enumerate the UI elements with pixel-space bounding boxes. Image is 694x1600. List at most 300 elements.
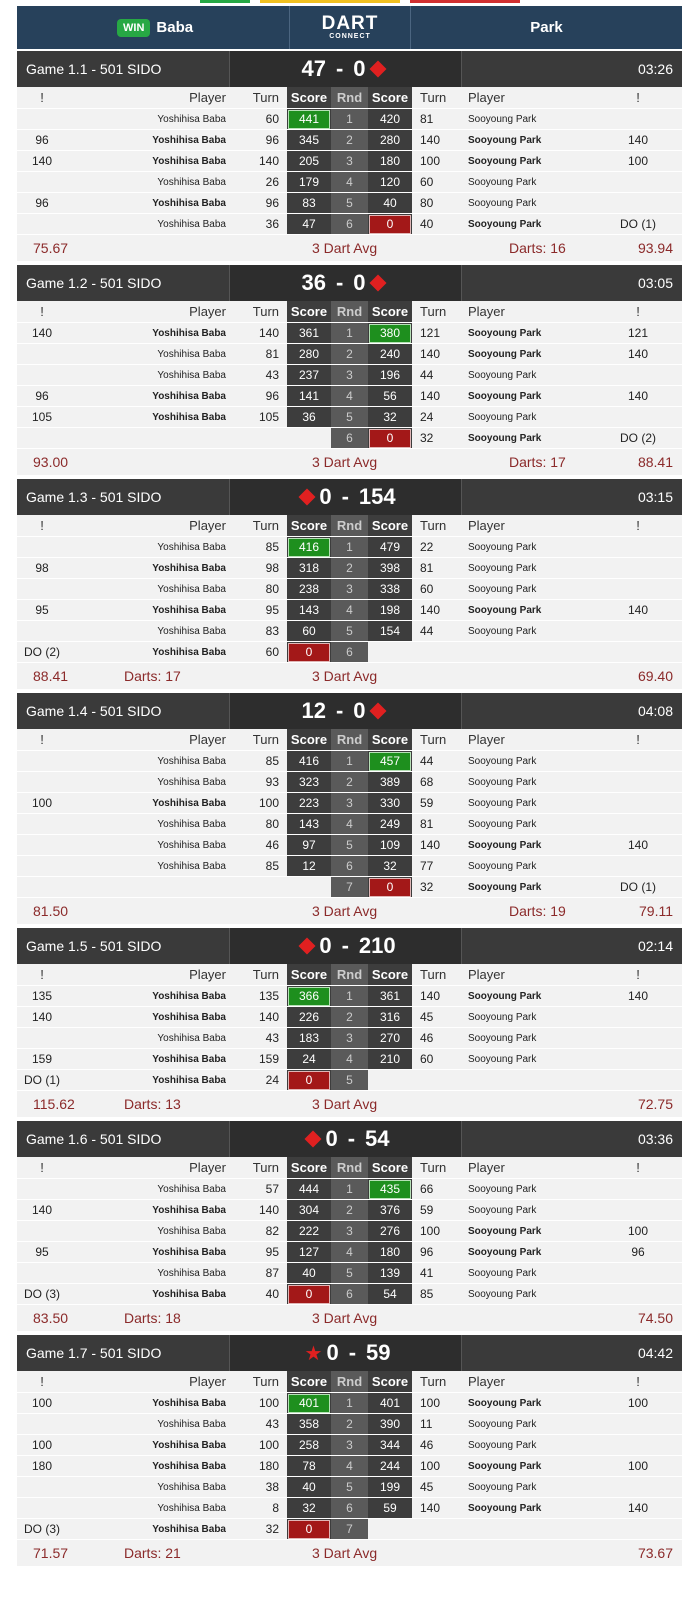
table-header-row xyxy=(17,87,682,109)
left-player-cell: Yoshihisa Baba xyxy=(67,151,230,172)
right-score-cell: 398 xyxy=(368,558,412,579)
turn-row[interactable] xyxy=(17,1049,682,1070)
turn-row[interactable] xyxy=(17,558,682,579)
right-turn-value xyxy=(412,1070,464,1091)
left-excl-value xyxy=(17,772,67,793)
turn-row[interactable] xyxy=(17,1179,682,1200)
left-turn-value: 140 xyxy=(230,1007,287,1028)
right-excl-value: 100 xyxy=(594,1221,682,1242)
game-turns-table xyxy=(17,964,682,1091)
left-turn-value: 46 xyxy=(230,835,287,856)
right-turn-value: 46 xyxy=(412,1435,464,1456)
right-excl-value: 96 xyxy=(594,1242,682,1263)
game-title: Game 1.2 - 501 SIDO xyxy=(26,275,162,291)
turn-row[interactable] xyxy=(17,1263,682,1284)
right-turn-value: 85 xyxy=(412,1284,464,1305)
turn-row[interactable] xyxy=(17,1477,682,1498)
left-player-cell: Yoshihisa Baba xyxy=(67,344,230,365)
game-title: Game 1.4 - 501 SIDO xyxy=(26,703,162,719)
left-excl-value xyxy=(17,579,67,600)
turn-row[interactable] xyxy=(17,793,682,814)
right-score-cell: 54 xyxy=(368,1284,412,1305)
turn-row[interactable] xyxy=(17,642,682,663)
right-turn-value: 140 xyxy=(412,344,464,365)
left-score-cell: 97 xyxy=(287,835,331,856)
round-number: 6 xyxy=(331,214,368,235)
left-score-cell: 143 xyxy=(287,600,331,621)
left-excl-value: 95 xyxy=(17,600,67,621)
left-score-cell: 32 xyxy=(287,1498,331,1519)
col-header-turn: Turn xyxy=(230,301,287,323)
right-score-cell: 270 xyxy=(368,1028,412,1049)
game-header[interactable] xyxy=(17,928,682,964)
turn-row[interactable] xyxy=(17,1028,682,1049)
left-turn-value: 180 xyxy=(230,1456,287,1477)
col-header-excl: ! xyxy=(594,1371,682,1393)
col-header-turn: Turn xyxy=(230,729,287,751)
col-header-round: Rnd xyxy=(331,1157,368,1179)
game-turns-table xyxy=(17,729,682,898)
turn-row[interactable] xyxy=(17,407,682,428)
round-number: 5 xyxy=(331,621,368,642)
left-player-cell: Yoshihisa Baba xyxy=(67,1242,230,1263)
right-3-dart-avg: 93.94 xyxy=(637,240,673,256)
turn-row[interactable] xyxy=(17,151,682,172)
left-excl-value: DO (3) xyxy=(17,1284,67,1305)
turn-row[interactable] xyxy=(17,1414,682,1435)
turn-row[interactable] xyxy=(17,1498,682,1519)
left-score-cell: 205 xyxy=(287,151,331,172)
game-duration: 03:05 xyxy=(637,275,673,291)
right-turn-value: 22 xyxy=(412,537,464,558)
left-player-cell: Yoshihisa Baba xyxy=(67,1456,230,1477)
avg-label: 3 Dart Avg xyxy=(312,903,378,919)
right-excl-value xyxy=(594,193,682,214)
score-separator: - xyxy=(335,56,344,81)
right-turn-value: 100 xyxy=(412,1393,464,1414)
right-player-cell: Sooyoung Park xyxy=(464,172,594,193)
right-turn-value: 81 xyxy=(412,814,464,835)
turn-row[interactable] xyxy=(17,1221,682,1242)
right-excl-value xyxy=(594,407,682,428)
left-player-cell: Yoshihisa Baba xyxy=(67,856,230,877)
left-score-cell: 40 xyxy=(287,1263,331,1284)
round-number: 1 xyxy=(331,1179,368,1200)
game-header[interactable] xyxy=(17,693,682,729)
col-header-round: Rnd xyxy=(331,729,368,751)
round-number: 1 xyxy=(331,323,368,344)
left-player-cell: Yoshihisa Baba xyxy=(67,1519,230,1540)
turn-row[interactable] xyxy=(17,1070,682,1091)
right-score-cell: 120 xyxy=(368,172,412,193)
left-excl-value: 140 xyxy=(17,1200,67,1221)
right-excl-value xyxy=(594,793,682,814)
left-score-cell: 416 xyxy=(287,751,331,772)
round-number: 7 xyxy=(331,1519,368,1540)
right-turn-value: 77 xyxy=(412,856,464,877)
col-header-player: Player xyxy=(464,301,594,323)
left-player-cell: Yoshihisa Baba xyxy=(67,109,230,130)
right-turn-value: 140 xyxy=(412,1498,464,1519)
game-block xyxy=(17,1121,682,1333)
turn-row[interactable] xyxy=(17,323,682,344)
left-darts-count: Darts: 17 xyxy=(124,668,181,684)
col-header-turn: Turn xyxy=(412,1371,464,1393)
round-number: 4 xyxy=(331,814,368,835)
left-excl-value xyxy=(17,365,67,386)
left-darts-count: Darts: 13 xyxy=(124,1096,181,1112)
left-score-highlight: 0 xyxy=(288,1285,330,1304)
left-excl-value: 140 xyxy=(17,323,67,344)
game-title: Game 1.5 - 501 SIDO xyxy=(26,938,162,954)
left-turn-value: 85 xyxy=(230,751,287,772)
right-turn-value: 46 xyxy=(412,1028,464,1049)
game-block xyxy=(17,479,682,691)
game-score xyxy=(229,51,462,87)
right-score-highlight: 0 xyxy=(369,429,411,448)
left-turn-value: 85 xyxy=(230,856,287,877)
right-excl-value: 140 xyxy=(594,344,682,365)
col-header-excl: ! xyxy=(17,301,67,323)
left-player-cell: Yoshihisa Baba xyxy=(67,814,230,835)
turn-row[interactable] xyxy=(17,214,682,235)
match-scoreboard xyxy=(17,6,682,1568)
dartconnect-logo[interactable] xyxy=(290,6,411,49)
game-title: Game 1.3 - 501 SIDO xyxy=(26,489,162,505)
round-number: 4 xyxy=(331,1049,368,1070)
left-turn-value: 80 xyxy=(230,814,287,835)
left-player-cell: Yoshihisa Baba xyxy=(67,1070,230,1091)
col-header-score: Score xyxy=(368,515,412,537)
right-player-cell: Sooyoung Park xyxy=(464,1007,594,1028)
round-number: 4 xyxy=(331,1456,368,1477)
left-score-cell: 24 xyxy=(287,1049,331,1070)
left-score-cell: 318 xyxy=(287,558,331,579)
turn-row[interactable] xyxy=(17,1200,682,1221)
avg-label: 3 Dart Avg xyxy=(312,454,378,470)
round-number: 3 xyxy=(331,151,368,172)
right-player-cell: Sooyoung Park xyxy=(464,772,594,793)
left-turn-value: 24 xyxy=(230,1070,287,1091)
table-header-row xyxy=(17,729,682,751)
right-player-cell: Sooyoung Park xyxy=(464,793,594,814)
right-excl-value: 140 xyxy=(594,986,682,1007)
left-score-cell: 237 xyxy=(287,365,331,386)
left-player-header xyxy=(17,6,290,49)
right-score-highlight: 0 xyxy=(369,215,411,234)
left-player-cell xyxy=(67,428,230,449)
right-excl-value xyxy=(594,621,682,642)
turn-row[interactable] xyxy=(17,1007,682,1028)
turn-row[interactable] xyxy=(17,537,682,558)
right-player-cell: Sooyoung Park xyxy=(464,1200,594,1221)
right-excl-value xyxy=(594,1049,682,1070)
col-header-player: Player xyxy=(67,87,230,109)
round-number: 3 xyxy=(331,1028,368,1049)
right-player-cell: Sooyoung Park xyxy=(464,1028,594,1049)
left-turn-value: 98 xyxy=(230,558,287,579)
left-excl-value: 105 xyxy=(17,407,67,428)
leg-winner-diamond-icon xyxy=(369,61,386,78)
left-player-cell: Yoshihisa Baba xyxy=(67,772,230,793)
left-player-cell: Yoshihisa Baba xyxy=(67,835,230,856)
game-block xyxy=(17,928,682,1119)
right-score-cell: 344 xyxy=(368,1435,412,1456)
right-turn-value: 44 xyxy=(412,365,464,386)
logo-top-text: DART xyxy=(321,12,379,34)
avg-label: 3 Dart Avg xyxy=(312,1545,378,1561)
turn-row[interactable] xyxy=(17,1456,682,1477)
left-turn-value: 85 xyxy=(230,537,287,558)
right-score-cell: 196 xyxy=(368,365,412,386)
game-header[interactable] xyxy=(17,1335,682,1371)
game-score xyxy=(229,1335,462,1371)
table-header-row xyxy=(17,301,682,323)
left-score-cell: 183 xyxy=(287,1028,331,1049)
round-number: 2 xyxy=(331,1200,368,1221)
turn-row[interactable] xyxy=(17,579,682,600)
game-header[interactable] xyxy=(17,265,682,301)
right-turn-value: 68 xyxy=(412,772,464,793)
right-remaining: 0 xyxy=(353,270,366,295)
leg-winner-diamond-icon xyxy=(299,938,316,955)
avg-label: 3 Dart Avg xyxy=(312,668,378,684)
game-stats-row xyxy=(17,663,682,691)
left-player-cell: Yoshihisa Baba xyxy=(67,1498,230,1519)
left-turn-value: 140 xyxy=(230,323,287,344)
col-header-turn: Turn xyxy=(412,301,464,323)
right-player-cell: Sooyoung Park xyxy=(464,877,594,898)
left-player-cell: Yoshihisa Baba xyxy=(67,365,230,386)
col-header-player: Player xyxy=(464,1157,594,1179)
right-darts-count: Darts: 17 xyxy=(509,454,566,470)
turn-row[interactable] xyxy=(17,365,682,386)
turn-row[interactable] xyxy=(17,193,682,214)
left-excl-value: 180 xyxy=(17,1456,67,1477)
game-score xyxy=(229,928,462,964)
game-duration: 03:15 xyxy=(637,489,673,505)
right-turn-value: 24 xyxy=(412,407,464,428)
right-3-dart-avg: 79.11 xyxy=(639,903,673,919)
right-score-cell: 390 xyxy=(368,1414,412,1435)
left-player-cell: Yoshihisa Baba xyxy=(67,751,230,772)
left-player-cell: Yoshihisa Baba xyxy=(67,1049,230,1070)
right-player-cell: Sooyoung Park xyxy=(464,1393,594,1414)
right-excl-value xyxy=(594,1284,682,1305)
col-header-score: Score xyxy=(287,515,331,537)
left-turn-value: 43 xyxy=(230,365,287,386)
right-score-cell: 389 xyxy=(368,772,412,793)
col-header-player: Player xyxy=(464,87,594,109)
round-number: 5 xyxy=(331,835,368,856)
round-number: 5 xyxy=(331,1263,368,1284)
right-player-cell: Sooyoung Park xyxy=(464,537,594,558)
right-player-cell xyxy=(464,642,594,663)
right-player-cell: Sooyoung Park xyxy=(464,365,594,386)
left-player-cell: Yoshihisa Baba xyxy=(67,1393,230,1414)
left-excl-value xyxy=(17,1221,67,1242)
turn-row[interactable] xyxy=(17,856,682,877)
game-duration: 04:08 xyxy=(637,703,673,719)
turn-row[interactable] xyxy=(17,835,682,856)
turn-row[interactable] xyxy=(17,814,682,835)
right-player-cell: Sooyoung Park xyxy=(464,1414,594,1435)
right-score-cell: 330 xyxy=(368,793,412,814)
right-player-cell: Sooyoung Park xyxy=(464,1242,594,1263)
left-excl-value xyxy=(17,1477,67,1498)
leg-winner-star-icon: ★ xyxy=(304,1342,323,1365)
right-turn-value: 140 xyxy=(412,386,464,407)
left-player-cell: Yoshihisa Baba xyxy=(67,579,230,600)
turn-row[interactable] xyxy=(17,986,682,1007)
game-block xyxy=(17,51,682,263)
left-darts-count: Darts: 18 xyxy=(124,1310,181,1326)
left-remaining: 0 xyxy=(319,484,332,509)
game-turns-table xyxy=(17,1157,682,1305)
turn-row[interactable] xyxy=(17,1284,682,1305)
col-header-turn: Turn xyxy=(412,515,464,537)
col-header-turn: Turn xyxy=(412,1157,464,1179)
turn-row[interactable] xyxy=(17,428,682,449)
col-header-turn: Turn xyxy=(230,515,287,537)
left-excl-value: 100 xyxy=(17,1393,67,1414)
right-excl-value xyxy=(594,1435,682,1456)
game-header[interactable] xyxy=(17,479,682,515)
right-excl-value xyxy=(594,856,682,877)
right-score-cell: 154 xyxy=(368,621,412,642)
left-excl-value: 140 xyxy=(17,151,67,172)
turn-row[interactable] xyxy=(17,1242,682,1263)
left-excl-value xyxy=(17,877,67,898)
turn-row[interactable] xyxy=(17,1435,682,1456)
game-score xyxy=(229,265,462,301)
left-player-cell: Yoshihisa Baba xyxy=(67,1477,230,1498)
game-header[interactable] xyxy=(17,51,682,87)
turn-row[interactable] xyxy=(17,877,682,898)
left-excl-value xyxy=(17,856,67,877)
right-score-cell xyxy=(368,214,412,235)
turn-row[interactable] xyxy=(17,109,682,130)
right-excl-value: 140 xyxy=(594,600,682,621)
left-score-cell xyxy=(287,1070,331,1091)
right-score-cell xyxy=(368,1519,412,1540)
left-score-cell xyxy=(287,1284,331,1305)
turn-row[interactable] xyxy=(17,386,682,407)
round-number: 5 xyxy=(331,1477,368,1498)
right-score-cell xyxy=(368,1179,412,1200)
turn-row[interactable] xyxy=(17,344,682,365)
game-stats-row xyxy=(17,235,682,263)
table-header-row xyxy=(17,1157,682,1179)
left-excl-value xyxy=(17,344,67,365)
right-player-cell: Sooyoung Park xyxy=(464,323,594,344)
right-player-cell: Sooyoung Park xyxy=(464,1435,594,1456)
right-score-highlight: 435 xyxy=(369,1180,411,1199)
right-turn-value: 80 xyxy=(412,193,464,214)
left-turn-value: 40 xyxy=(230,1284,287,1305)
turn-row[interactable] xyxy=(17,600,682,621)
game-stats-row xyxy=(17,1540,682,1568)
col-header-excl: ! xyxy=(17,964,67,986)
left-score-cell: 444 xyxy=(287,1179,331,1200)
right-excl-value xyxy=(594,751,682,772)
round-number: 4 xyxy=(331,1242,368,1263)
col-header-score: Score xyxy=(287,301,331,323)
game-stats-row xyxy=(17,1091,682,1119)
round-number: 1 xyxy=(331,537,368,558)
left-score-cell: 345 xyxy=(287,130,331,151)
right-turn-value: 81 xyxy=(412,109,464,130)
turn-row[interactable] xyxy=(17,1519,682,1540)
left-excl-value xyxy=(17,1414,67,1435)
right-player-cell: Sooyoung Park xyxy=(464,344,594,365)
turn-row[interactable] xyxy=(17,1393,682,1414)
right-player-cell: Sooyoung Park xyxy=(464,579,594,600)
left-excl-value: 96 xyxy=(17,130,67,151)
game-header[interactable] xyxy=(17,1121,682,1157)
right-score-cell: 180 xyxy=(368,1242,412,1263)
left-turn-value xyxy=(230,877,287,898)
round-number: 1 xyxy=(331,109,368,130)
left-excl-value: 100 xyxy=(17,1435,67,1456)
right-3-dart-avg: 88.41 xyxy=(637,454,673,470)
left-excl-value xyxy=(17,214,67,235)
left-turn-value: 87 xyxy=(230,1263,287,1284)
match-header xyxy=(17,6,682,49)
col-header-excl: ! xyxy=(594,964,682,986)
round-number: 1 xyxy=(331,1393,368,1414)
score-separator: - xyxy=(341,933,349,958)
left-remaining: 12 xyxy=(301,698,326,723)
left-turn-value: 95 xyxy=(230,1242,287,1263)
turn-row[interactable] xyxy=(17,172,682,193)
round-number: 4 xyxy=(331,386,368,407)
left-score-cell: 12 xyxy=(287,856,331,877)
left-excl-value xyxy=(17,621,67,642)
right-player-name[interactable]: Park xyxy=(530,19,563,36)
right-turn-value: 45 xyxy=(412,1477,464,1498)
left-score-highlight: 416 xyxy=(288,538,330,557)
col-header-player: Player xyxy=(67,1371,230,1393)
col-header-turn: Turn xyxy=(412,964,464,986)
turn-row[interactable] xyxy=(17,130,682,151)
left-turn-value: 93 xyxy=(230,772,287,793)
score-separator: - xyxy=(335,270,344,295)
right-remaining: 54 xyxy=(365,1126,390,1151)
col-header-excl: ! xyxy=(17,87,67,109)
left-player-cell: Yoshihisa Baba xyxy=(67,130,230,151)
col-header-score: Score xyxy=(287,964,331,986)
turn-row[interactable] xyxy=(17,751,682,772)
left-player-cell: Yoshihisa Baba xyxy=(67,172,230,193)
left-score-cell: 141 xyxy=(287,386,331,407)
col-header-turn: Turn xyxy=(412,87,464,109)
left-3-dart-avg: 88.41 xyxy=(33,668,69,684)
right-excl-value: 140 xyxy=(594,835,682,856)
left-turn-value: 43 xyxy=(230,1028,287,1049)
game-duration: 03:36 xyxy=(637,1131,673,1147)
left-player-cell: Yoshihisa Baba xyxy=(67,1179,230,1200)
right-player-cell: Sooyoung Park xyxy=(464,1456,594,1477)
turn-row[interactable] xyxy=(17,772,682,793)
left-score-cell xyxy=(287,1393,331,1414)
turn-row[interactable] xyxy=(17,621,682,642)
right-turn-value xyxy=(412,642,464,663)
right-darts-count: Darts: 16 xyxy=(509,240,566,256)
left-player-name[interactable]: Baba xyxy=(156,19,194,36)
score-separator: - xyxy=(341,484,349,509)
left-player-cell: Yoshihisa Baba xyxy=(67,1414,230,1435)
